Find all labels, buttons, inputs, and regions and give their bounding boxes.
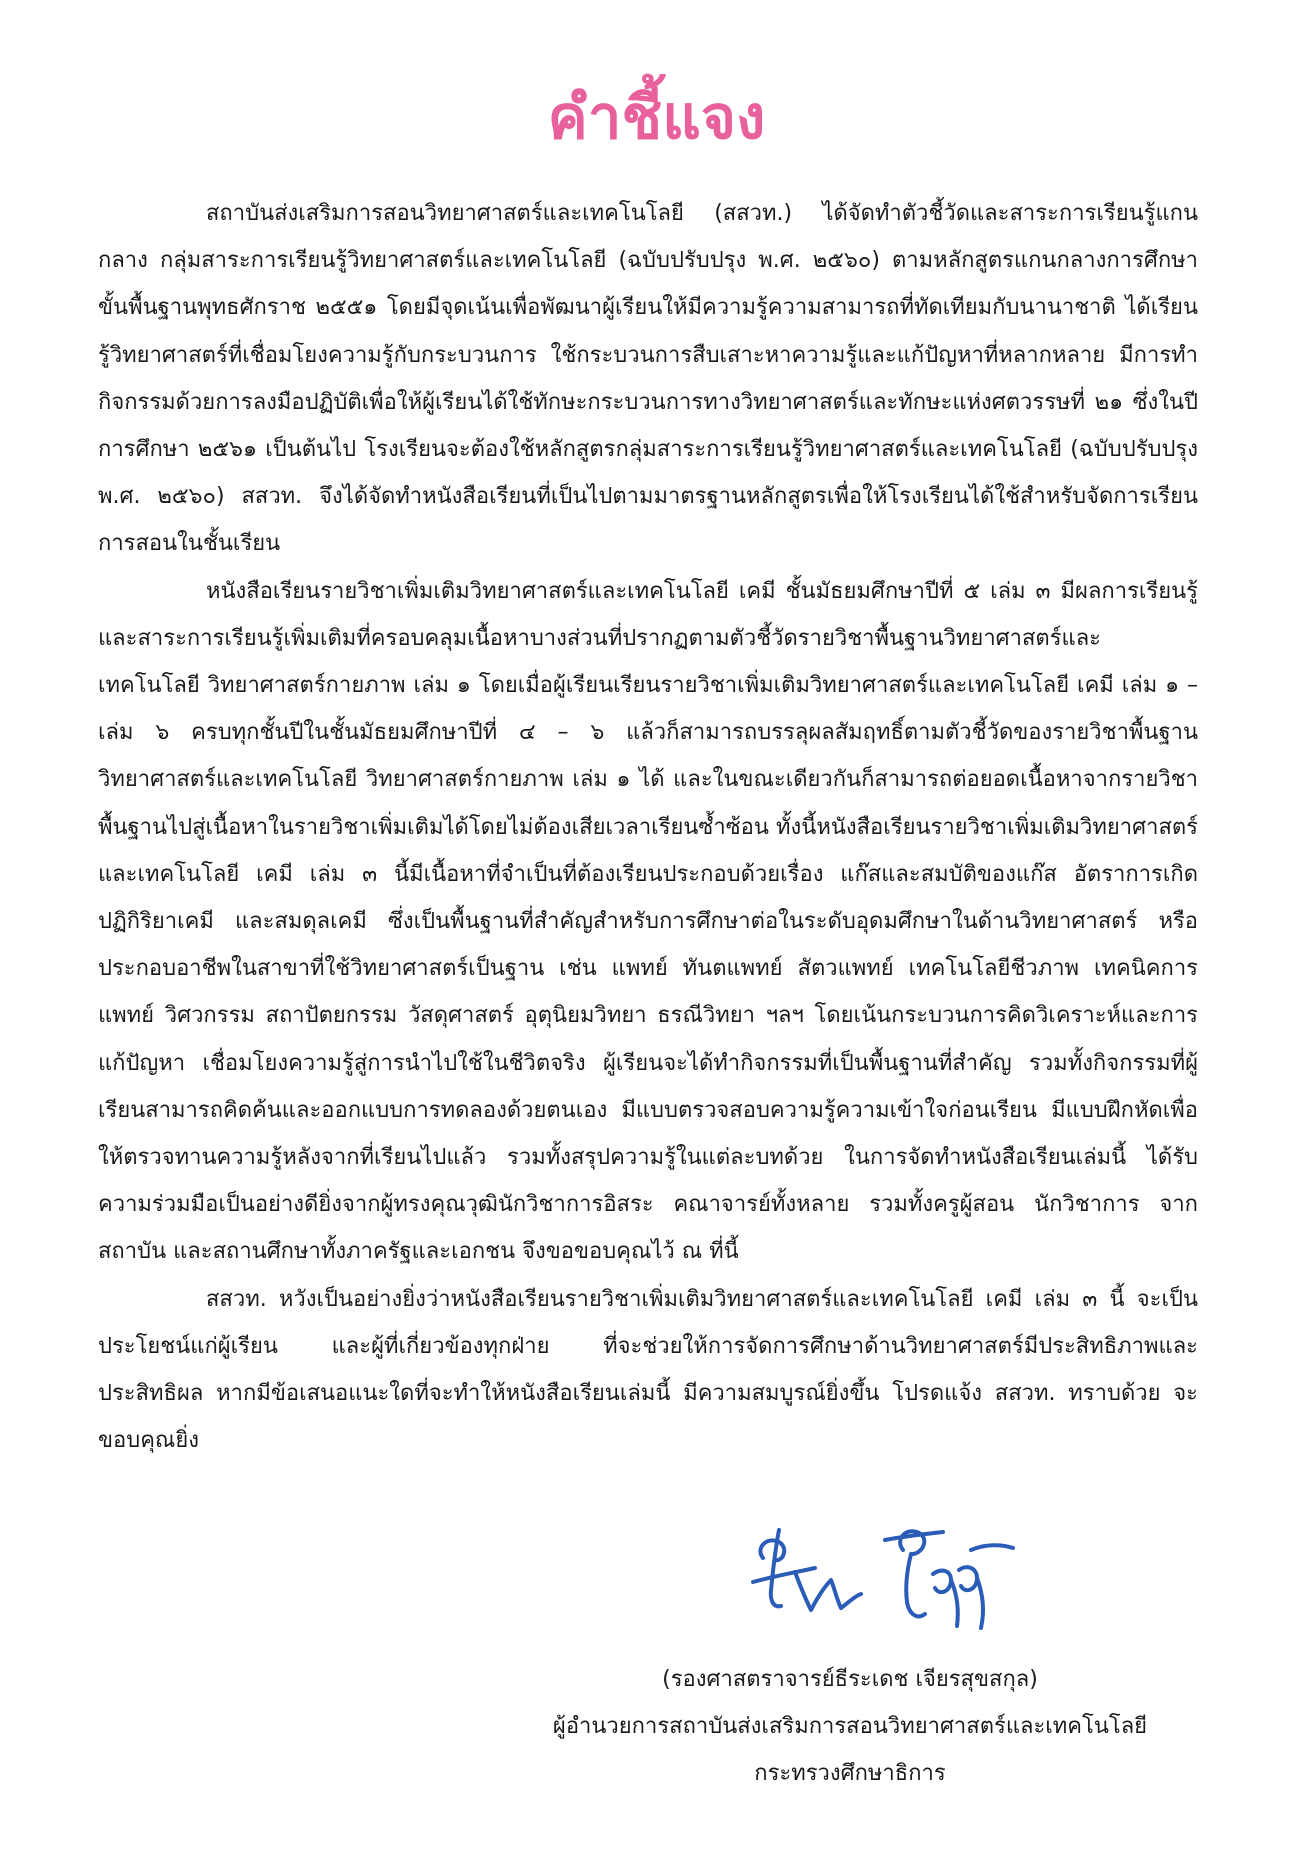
paragraph-intro: สถาบันส่งเสริมการสอนวิทยาศาสตร์และเทคโนโลยี (สสวท.) ได้จัดทำตัวชี้วัดและสาระการเรียนรู้แกนกลาง กลุ่มสาระการเรียนรู้วิทยาศาสตร์และเทคโนโลยี (ฉบับปรับปรุง พ.ศ. ๒๕๖๐) ตามหลักสูตรแกนกลางการศึกษาขั้นพื้นฐานพุทธศักราช ๒๕๕๑ โดยมีจุดเน้นเพื่อพัฒนาผู้เรียนให้มีความรู้ความสามารถที่ทัดเทียมกับนานาชาติ ได้เรียนรู้วิทยาศาสตร์ที่เชื่อมโยงความรู้กับกระบวนการ ใช้กระบวนการสืบเสาะหาความรู้และแก้ปัญหาที่หลากหลาย มีการทำกิจกรรมด้วยการลงมือปฏิบัติเพื่อให้ผู้เรียนได้ใช้ทักษะกระบวนการทางวิทยาศาสตร์และทักษะแห่งศตวรรษที่ ๒๑ ซึ่งในปีการศึกษา ๒๕๖๑ เป็นต้นไป โรงเรียนจะต้องใช้หลักสูตรกลุ่มสาระการเรียนรู้วิทยาศาสตร์และเทคโนโลยี (ฉบับปรับปรุง พ.ศ. ๒๕๖๐) สสวท. จึงได้จัดทำหนังสือเรียนที่เป็นไปตามมาตรฐานหลักสูตรเพื่อให้โรงเรียนได้ใช้สำหรับจัดการเรียนการสอนในชั้นเรียน: [98, 201, 1198, 557]
paragraph-closing: สสวท. หวังเป็นอย่างยิ่งว่าหนังสือเรียนรายวิชาเพิ่มเติมวิทยาศาสตร์และเทคโนโลยี เคมี เล่ม ๓ นี้ จะเป็นประโยชน์แก่ผู้เรียน และผู้ที่เกี่ยวข้องทุกฝ่าย ที่จะช่วยให้การจัดการศึกษาด้านวิทยาศาสตร์มีประสิทธิภาพและประสิทธิผล หากมีข้อเสนอแนะใดที่จะทำให้หนังสือเรียนเล่มนี้ มีความสมบูรณ์ยิ่งขึ้น โปรดแจ้ง สสวท. ทราบด้วย จะขอบคุณยิ่ง: [98, 1286, 1198, 1454]
signer-organization: กระทรวงศึกษาธิการ: [754, 1761, 946, 1786]
body-text: [98, 190, 1198, 1464]
signature-icon: [745, 1510, 1025, 1640]
signer-name: (รองศาสตราจารย์ธีระเดช เจียรสุขสกุล): [662, 1667, 1038, 1692]
signature-block: [540, 1656, 1160, 1797]
signer-position: ผู้อำนวยการสถาบันส่งเสริมการสอนวิทยาศาสตร์และเทคโนโลยี: [552, 1714, 1148, 1739]
page-title: คำชี้แจง: [547, 83, 766, 153]
paragraph-content: หนังสือเรียนรายวิชาเพิ่มเติมวิทยาศาสตร์และเทคโนโลยี เคมี ชั้นมัธยมศึกษาปีที่ ๕ เล่ม ๓ มีผลการเรียนรู้และสาระการเรียนรู้เพิ่มเติมที่ครอบคลุมเนื้อหาบางส่วนที่ปรากฏตามตัวชี้วัดรายวิชาพื้นฐานวิทยาศาสตร์และเทคโนโลยี วิทยาศาสตร์กายภาพ เล่ม ๑ โดยเมื่อผู้เรียนเรียนรายวิชาเพิ่มเติมวิทยาศาสตร์และเทคโนโลยี เคมี เล่ม ๑ – เล่ม ๖ ครบทุกชั้นปีในชั้นมัธยมศึกษาปีที่ ๔ – ๖ แล้วก็สามารถบรรลุผลสัมฤทธิ์ตามตัวชี้วัดของรายวิชาพื้นฐานวิทยาศาสตร์และเทคโนโลยี วิทยาศาสตร์กายภาพ เล่ม ๑ ได้ และในขณะเดียวกันก็สามารถต่อยอดเนื้อหาจากรายวิชาพื้นฐานไปสู่เนื้อหาในรายวิชาเพิ่มเติมได้โดยไม่ต้องเสียเวลาเรียนซ้ำซ้อน ทั้งนี้หนังสือเรียนรายวิชาเพิ่มเติมวิทยาศาสตร์และเทคโนโลยี เคมี เล่ม ๓ นี้มีเนื้อหาที่จำเป็นที่ต้องเรียนประกอบด้วยเรื่อง แก๊สและสมบัติของแก๊ส อัตราการเกิดปฏิกิริยาเคมี และสมดุลเคมี ซึ่งเป็นพื้นฐานที่สำคัญสำหรับการศึกษาต่อในระดับอุดมศึกษาในด้านวิทยาศาสตร์ หรือประกอบอาชีพในสาขาที่ใช้วิทยาศาสตร์เป็นฐาน เช่น แพทย์ ทันตแพทย์ สัตวแพทย์ เทคโนโลยีชีวภาพ เทคนิคการแพทย์ วิศวกรรม สถาปัตยกรรม วัสดุศาสตร์ อุตุนิยมวิทยา ธรณีวิทยา ฯลฯ โดยเน้นกระบวนการคิดวิเคราะห์และการแก้ปัญหา เชื่อมโยงความรู้สู่การนำไปใช้ในชีวิตจริง ผู้เรียนจะได้ทำกิจกรรมที่เป็นพื้นฐานที่สำคัญ รวมทั้งกิจกรรมที่ผู้เรียนสามารถคิดค้นและออกแบบการทดลองด้วยตนเอง มีแบบตรวจสอบความรู้ความเข้าใจก่อนเรียน มีแบบฝึกหัดเพื่อให้ตรวจทานความรู้หลังจากที่เรียนไปแล้ว รวมทั้งสรุปความรู้ในแต่ละบทด้วย ในการจัดทำหนังสือเรียนเล่มนี้ ได้รับความร่วมมือเป็นอย่างดียิ่งจากผู้ทรงคุณวุฒินักวิชาการอิสระ คณาจารย์ทั้งหลาย รวมทั้งครูผู้สอน นักวิชาการ จากสถาบัน และสถานศึกษาทั้งภาครัฐและเอกชน จึงขอขอบคุณไว้ ณ ที่นี้: [98, 578, 1198, 1265]
